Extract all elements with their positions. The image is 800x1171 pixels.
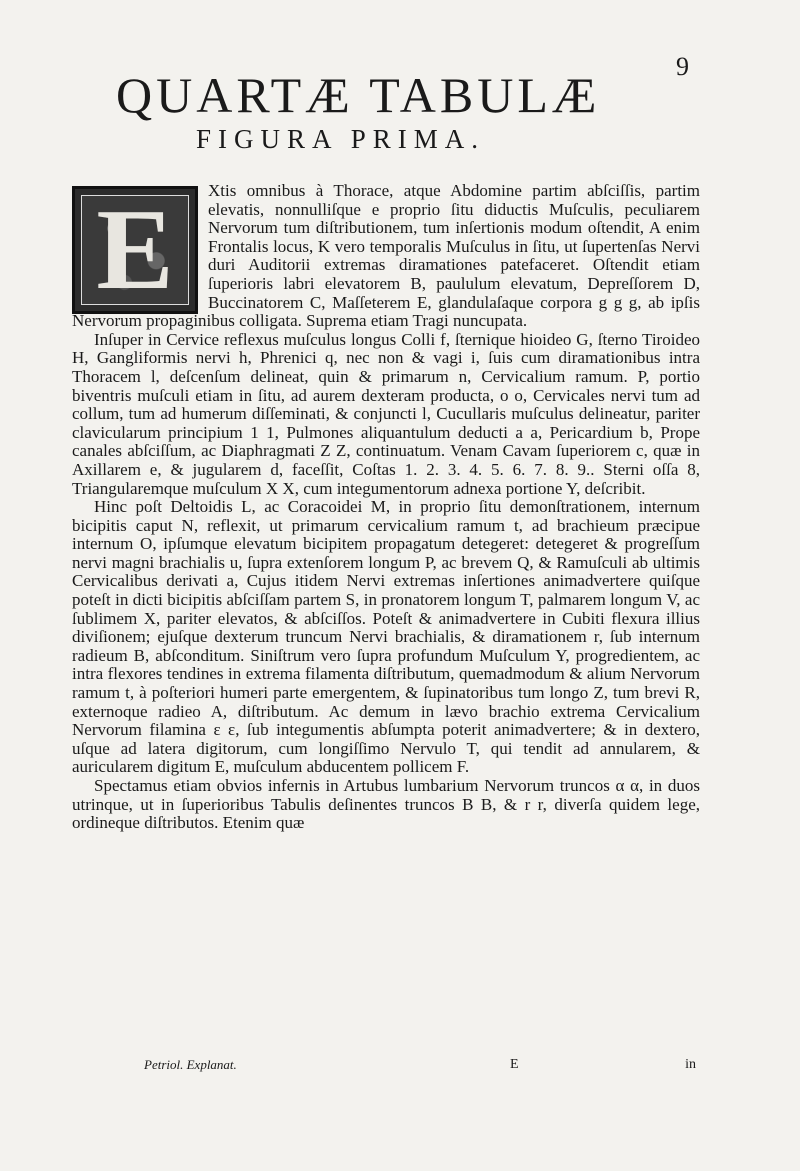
body-text	[72, 182, 700, 833]
signature-line: Petriol. Explanat.	[144, 1057, 237, 1072]
signature-mark: E	[510, 1057, 519, 1072]
initial-spacer	[72, 182, 208, 312]
catchword: in	[685, 1057, 696, 1072]
initial-letter: E	[96, 186, 174, 314]
paragraph: Hinc poſt Deltoidis L, ac Coracoidei M, in proprio ſitu demonſtrationem, internum bicipitis caput N, reflexit, ut primarum cervicalium ramum t, ad brachieum præcipue internum O, ipſumque elevatum bicipitem propagatum detegeret: detegeret & progreſſum nervi magni brachialis u, ſupra extenſorem longum P, ac brevem Q, & Ramuſculi ab ultimis Cervicalibus derivati a, Cujus itidem Nervi extremas inſertiones animadvertere quiſque poteſt in dicti bicipitis abſciſſam partem S, in pronatorem longum T, palmarem longum V, ac ſublimem X, pariter elevatos, & abſciſſos. Poteſt & animadvertere in Cubiti flexura illius diviſionem; ejuſque dexterum truncum Nervi brachialis, & diramationem r, ſub internum radieum B, abſconditum. Siniſtrum vero ſupra profundum Muſculum Y, progredientem, ac intra flexores tendines in extrema filamenta diſtributum, quemadmodum & alium Nervorum ramum t, à poſteriori humeri parte emergentem, & ſupinatoribus tum longo Z, tum brevi R, externoque radieo A, diſtributum. Ac demum in lævo brachio extrema Cervicalium Nervorum filamina ε ε, ſub integumentis abſumpta poterit animadvertere; & in dextero, uſque ad latera digitorum, cum longiſſimo Nervulo T, qui tendit ad annularem, & auricularem digitum E, muſculum abducentem pollicem F.	[72, 497, 700, 777]
paragraph: Spectamus etiam obvios infernis in Artubus lumbarium Nervorum truncos α α, in duos utrinque, ut in ſuperioribus Tabulis deſinentes truncos B B, & r r, diverſa quidem lege, ordineque diſtributos. Etenim quæ	[72, 776, 700, 833]
paragraph: Inſuper in Cervice reflexus muſculus longus Colli f, ſternique hioideo G, ſterno Tiroideo H, Gangliformis nervi h, Phrenici q, nec non & vagi i, ſuis cum diramationibus intra Thoracem l, deſcenſum delineat, quin & primarum n, Cervicalium ramum. P, portio biventris muſculi etiam in ſitu, ad aurem dexteram producta, o o, Cervicales nervi tum ad collum, tum ad humerum diſſeminati, & conjuncti l, Cucullaris muſculus delineatur, pariter clavicularum principium 1 1, Pulmones aliquantulum deducti a a, Pericardium b, Prope canales abſciſſum, ac Diaphragmati Z Z, continuatum. Venam Cavam ſuperiorem c, quæ in Axillarem e, & jugularem d, faceſſit, Coſtas 1. 2. 3. 4. 5. 6. 7. 8. 9.. Sterni oſſa 8, Triangularemque muſculum X X, cum integumentorum adnexa portione Y, deſcribit.	[72, 329, 700, 498]
page-number: 9	[676, 52, 689, 81]
page-subtitle: FIGURA PRIMA.	[196, 124, 486, 154]
paragraph: Xtis omnibus à Thorace, atque Abdomine partim abſciſſis, partim elevatis, nonnulliſque e proprio ſitu diductis Muſculis, peculiarem Nervorum tum diſtributionem, tum inſertionis modum oſtendit, A enim Frontalis locus, K vero temporalis Muſculus in ſitu, ut ſupertenſas Nervi duri Auditorii extremas diramationes patefaceret. Oſtendit etiam ſuperioris labri elevatorem B, paululum elevatum, Depreſſorem D, Buccinatorem C, Maſſeterem E, glandulaſaque corpora g g g, ab ipſis Nervorum propaginibus colligata. Suprema etiam Tragi nuncupata.	[72, 181, 700, 331]
page-footer	[72, 1057, 700, 1077]
page-title: QUARTÆ TABULÆ	[116, 67, 601, 123]
